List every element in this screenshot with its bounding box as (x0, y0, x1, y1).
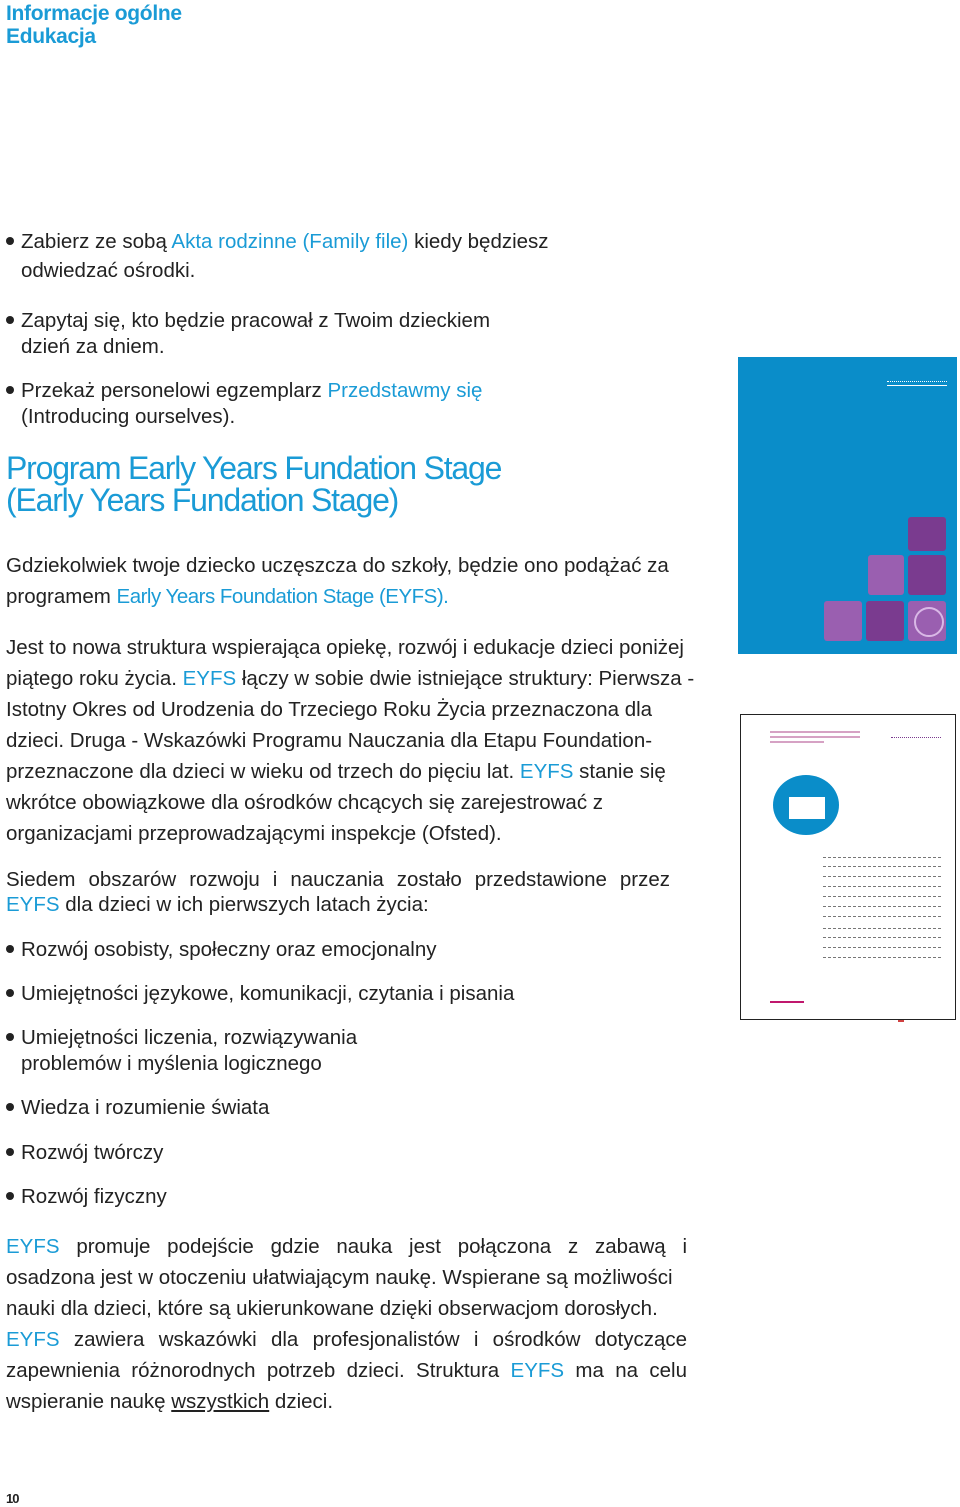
list-item: Przekaż personelowi egzemplarz Przedstawmy się (6, 378, 482, 404)
paragraph-intro: Gdziekolwiek twoje dziecko uczęszcza do szkoły, będzie ono podążać za programem Early Years Foundation Stage (EYFS). (6, 554, 669, 608)
bullet-icon (6, 237, 14, 245)
early-support-cover-image (738, 357, 957, 654)
bullet-icon (6, 1033, 14, 1041)
form-field-line (823, 916, 941, 917)
paragraph-areas-intro: Siedem obszarów rozwoju i nauczania zostało przedstawione przez EYFS dla dzieci w ich pierwszych latach życia: (6, 868, 670, 916)
list-item-continuation: problemów i myślenia logicznego (21, 1052, 322, 1075)
header-subtitle: Edukacja (6, 25, 96, 48)
form-note-lines (770, 731, 860, 747)
bullet-icon (6, 1103, 14, 1111)
list-item: Rozwój fizyczny (6, 1184, 167, 1210)
header-title: Informacje ogólne (6, 2, 182, 25)
cover-photo-tile (824, 601, 862, 641)
list-item: Umiejętności językowe, komunikacji, czytania i pisania (6, 981, 514, 1007)
list-item: Wiedza i rozumienie świata (6, 1095, 269, 1121)
cover-photo-tile (908, 517, 946, 551)
paragraph-eyfs: Jest to nowa struktura wspierająca opiekę, rozwój i edukacje dzieci poniżej piątego roku życia. EYFS łączy w sobie dwie istniejące struktury: Pierwsza - Istotny Okres od Urodzenia do Trzeciego Roku Życia przeznaczona dla dzieci. Druga - Wskazówki Programu Nauczania dla Etapu Foundation- przeznaczone dla dzieci w wieku od trzech do pięciu lat. EYFS stanie się wkrótce obowiązkowe dla ośrodków chcących się zarejestrować z organizacjami przeprowadzającymi inspekcje (Ofsted). (6, 636, 695, 845)
form-footer-mark (770, 1001, 804, 1003)
form-field-line (823, 876, 941, 877)
form-field-line (823, 866, 941, 867)
page-heading: Program Early Years Fundation Stage (Early Years Fundation Stage) (6, 450, 502, 518)
form-field-line (823, 857, 941, 858)
list-item: Zabierz ze sobą Akta rodzinne (Family file) kiedy będziesz (6, 229, 549, 255)
bullet-icon (6, 989, 14, 997)
list-item-continuation: (Introducing ourselves). (21, 405, 236, 428)
form-field-line (823, 896, 941, 897)
list-item: Umiejętności liczenia, rozwiązywania (6, 1025, 357, 1051)
list-item: Rozwój twórczy (6, 1140, 163, 1166)
form-field-line (823, 937, 941, 938)
form-photo-frame (789, 797, 825, 819)
cover-photo-tile (908, 555, 946, 595)
cover-circle-icon (914, 607, 944, 637)
list-item-continuation: odwiedzać ośrodki. (21, 259, 196, 282)
bullet-icon (6, 386, 14, 394)
cover-photo-tile (866, 601, 904, 641)
decorative-mark (898, 1020, 904, 1022)
paragraph-eyfs-approach: EYFS promuje podejście gdzie nauka jest połączona z zabawą i osadzona jest w otoczeniu ułatwiającym naukę. Wspierane są możliwości nauki dla dzieci, które są ukierunkowane dzięki obserwacjom dorosłych. EYFS zawiera wskazówki dla profesjonalistów i ośrodków dotyczące zapewnienia różnorodnych potrzeb dzieci. Struktura EYFS ma na celu wspieranie naukę wszystkich dzieci. (6, 1235, 687, 1413)
form-field-line (823, 886, 941, 887)
form-field-line (823, 928, 941, 929)
form-field-line (823, 906, 941, 907)
page-number: 10 (6, 1491, 19, 1506)
form-field-line (823, 947, 941, 948)
bullet-icon (6, 316, 14, 324)
bullet-icon (6, 945, 14, 953)
cover-photo-tile (868, 555, 904, 595)
bullet-icon (6, 1192, 14, 1200)
form-brand-line (891, 737, 941, 738)
list-item: Zapytaj się, kto będzie pracował z Twoim dzieckiem (6, 308, 490, 334)
form-field-line (823, 957, 941, 958)
bullet-icon (6, 1148, 14, 1156)
section-header (6, 2, 182, 48)
introducing-ourselves-form-image (740, 714, 956, 1020)
list-item: Rozwój osobisty, społeczny oraz emocjonalny (6, 937, 437, 963)
cover-logo-mark (887, 381, 947, 386)
list-item-continuation: dzień za dniem. (21, 335, 165, 358)
